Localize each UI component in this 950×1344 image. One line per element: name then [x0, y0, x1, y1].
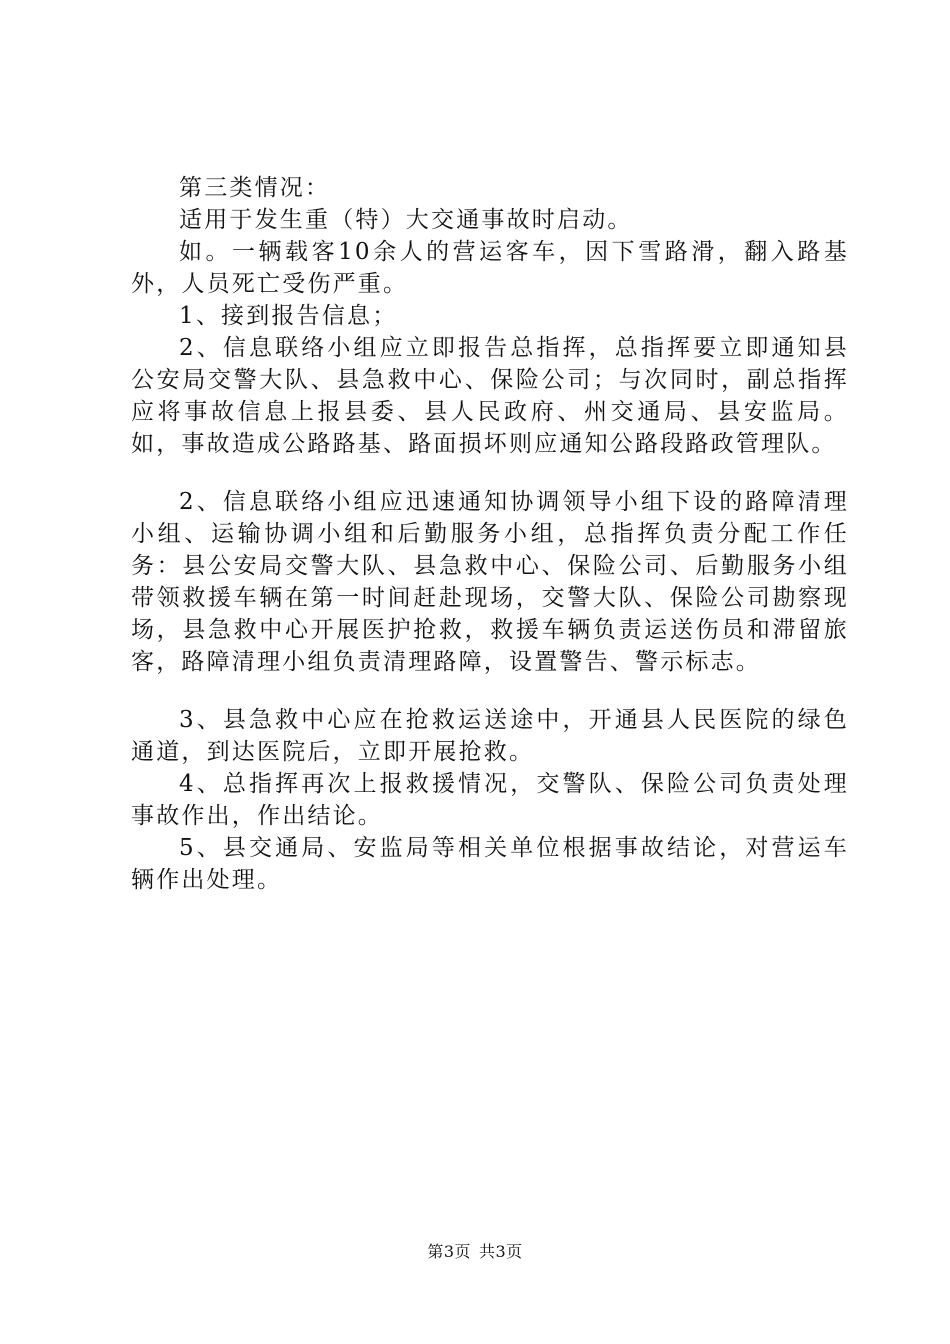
paragraph-section-heading: 第三类情况：: [179, 175, 331, 201]
paragraph-step-5: 5、县交通局、安监局等相关单位根据事故结论，对营运车辆作出处理。: [131, 835, 849, 893]
document-body: [131, 172, 849, 896]
page-footer: [0, 1242, 950, 1262]
paragraph-scope: 适用于发生重（特）大交通事故时启动。: [179, 207, 633, 233]
paragraph-step-4: 4、总指挥再次上报救援情况，交警队、保险公司负责处理事故作出，作出结论。: [131, 771, 849, 829]
page-number-current: 第3页: [427, 1242, 471, 1261]
paragraph-step-1: 1、接到报告信息；: [179, 303, 398, 329]
paragraph-step-2b: 2、信息联络小组应迅速通知协调领导小组下设的路障清理小组、运输协调小组和后勤服务小组，总指挥负责分配工作任务：县公安局交警大队、县急救中心、保险公司、后勤服务小组带领救援车辆在第一时间赶赴现场，交警大队、保险公司勘察现场，县急救中心开展医护抢救，救援车辆负责运送伤员和滞留旅客，路障清理小组负责清理路障，设置警告、警示标志。: [131, 489, 849, 675]
paragraph-example: 如。一辆载客10余人的营运客车，因下雪路滑，翻入路基外，人员死亡受伤严重。: [131, 239, 849, 297]
paragraph-step-2a: 2、信息联络小组应立即报告总指挥，总指挥要立即通知县公安局交警大队、县急救中心、保险公司；与次同时，副总指挥应将事故信息上报县委、县人民政府、州交通局、县安监局。如，事故造成公路路基、路面损坏则应通知公路段路政管理队。: [131, 335, 849, 457]
page-number-total: 共3页: [479, 1242, 523, 1261]
paragraph-step-3: 3、县急救中心应在抢救运送途中，开通县人民医院的绿色通道，到达医院后，立即开展抢救。: [131, 707, 849, 765]
